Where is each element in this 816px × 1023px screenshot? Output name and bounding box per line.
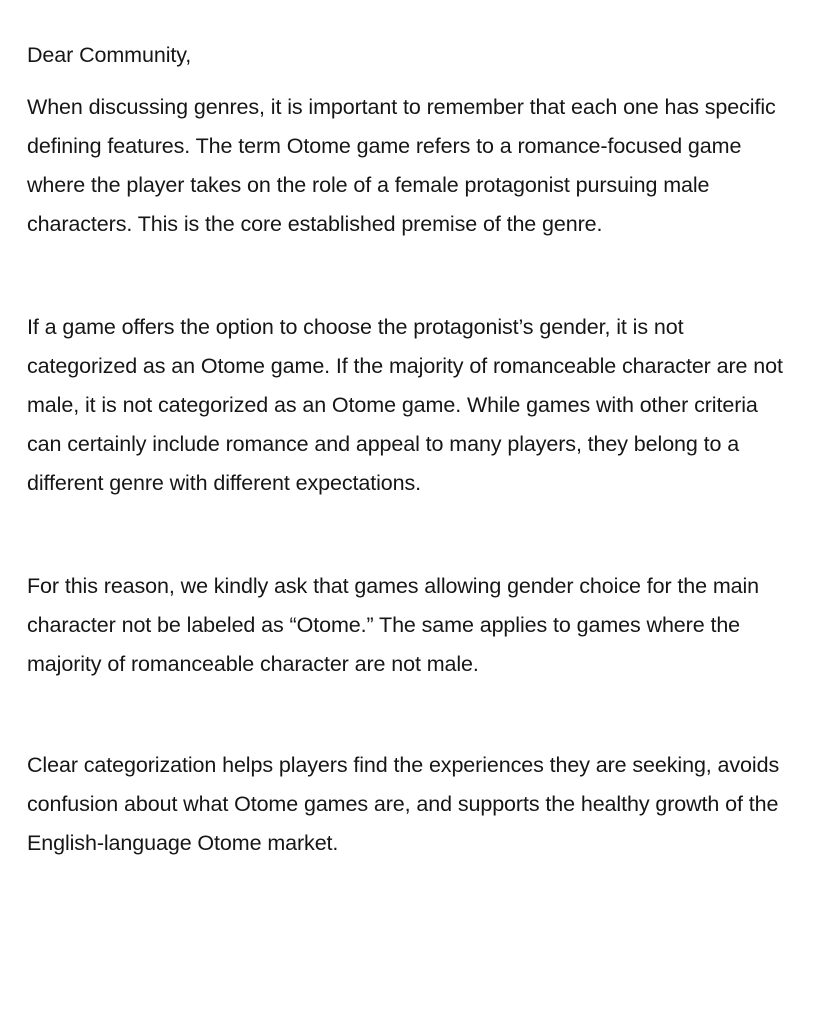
paragraph-genre-definition: When discussing genres, it is important to remember that each one has specific defining features. The term Otome game refers to a romance-focused game where the player takes on the role of a female protagonist pursuing male characters. This is the core established premise of the genre. <box>27 95 776 236</box>
paragraph-labeling-request: For this reason, we kindly ask that games allowing gender choice for the main character not be labeled as “Otome.” The same applies to games where the majority of romanceable character are not male. <box>27 574 760 676</box>
paragraph-benefits: Clear categorization helps players find the experiences they are seeking, avoids confusion about what Otome games are, and supports the healthy growth of the English-language Otome market. <box>27 753 780 855</box>
letter-body <box>27 36 797 863</box>
letter-greeting: Dear Community, <box>27 43 192 67</box>
paragraph-categorization-criteria: If a game offers the option to choose the protagonist’s gender, it is not categorized as an Otome game. If the majority of romanceable character are not male, it is not categorized as an Otome game. While games with other criteria can certainly include romance and appeal to many players, they belong to a different genre with different expectations. <box>27 315 783 495</box>
